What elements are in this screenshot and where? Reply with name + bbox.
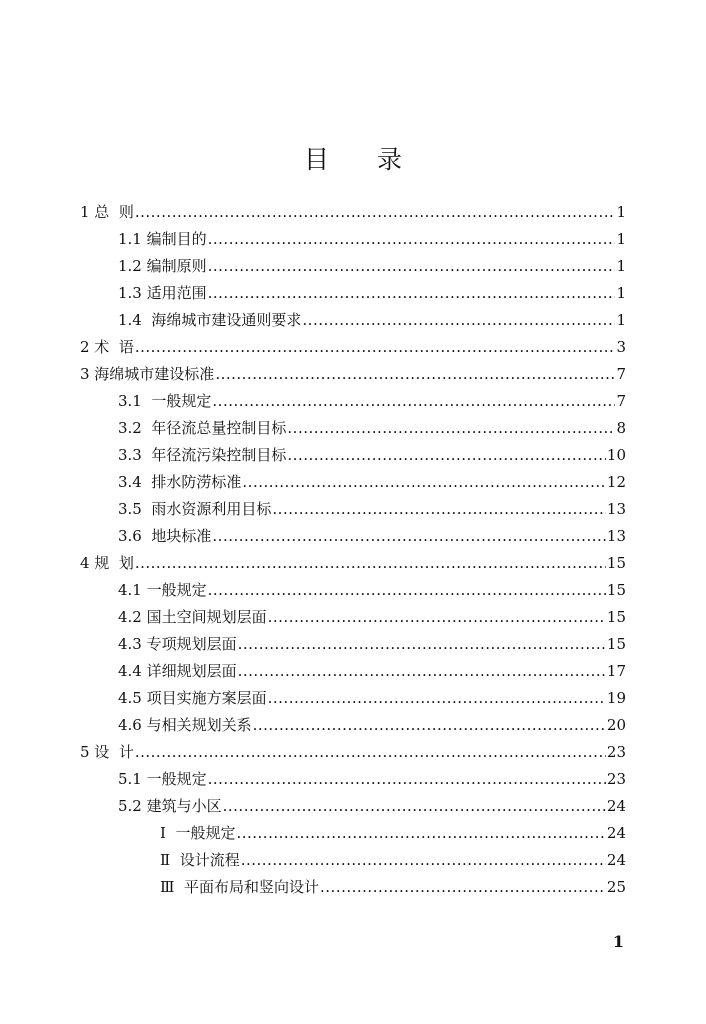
toc-entry-page: 20 — [606, 716, 626, 734]
toc-entry-label: 3.6 地块标准 — [118, 527, 212, 545]
toc-entry-page: 15 — [606, 608, 626, 626]
toc-entry-page: 13 — [606, 527, 626, 545]
toc-entry-page: 7 — [616, 365, 626, 383]
toc-entry-page: 1 — [616, 311, 626, 329]
toc-entry-4-2[interactable] — [118, 600, 626, 627]
toc-entry-chapter-5[interactable] — [80, 735, 626, 762]
toc-entry-label: 4.3 专项规划层面 — [118, 635, 237, 653]
toc-entry-4-5[interactable] — [118, 681, 626, 708]
toc-entry-label: 3.2 年径流总量控制目标 — [118, 419, 287, 437]
toc-entry-label: 1.1 编制目的 — [118, 230, 207, 248]
toc-entry-page: 1 — [616, 284, 626, 302]
toc-entry-1-3[interactable] — [118, 276, 626, 303]
toc-entry-1-2[interactable] — [118, 249, 626, 276]
toc-entry-label: 1.3 适用范围 — [118, 284, 207, 302]
toc-entry-label: 3.4 排水防涝标准 — [118, 473, 242, 491]
toc-entry-page: 12 — [606, 473, 626, 491]
toc-entry-page: 10 — [606, 446, 626, 464]
toc-entry-label: 5.1 一般规定 — [118, 770, 207, 788]
toc-entry-page: 7 — [616, 392, 626, 410]
toc-entry-page: 24 — [606, 851, 626, 869]
toc-entry-label: 4.5 项目实施方案层面 — [118, 689, 267, 707]
toc-entry-page: 24 — [606, 797, 626, 815]
toc-entry-label: 5 设 计 — [80, 743, 134, 761]
toc-entry-3-1[interactable] — [118, 384, 626, 411]
toc-entry-4-6[interactable] — [118, 708, 626, 735]
toc-entry-page: 23 — [606, 743, 626, 761]
page-title: 目 录 — [304, 145, 422, 174]
toc-entry-page: 25 — [606, 878, 626, 896]
toc-entry-label: 3.5 雨水资源利用目标 — [118, 500, 272, 518]
toc-entry-1-4[interactable] — [118, 303, 626, 330]
toc-entry-label: 5.2 建筑与小区 — [118, 797, 222, 815]
toc-entry-chapter-3[interactable] — [80, 357, 626, 384]
toc-entry-chapter-1[interactable] — [80, 195, 626, 222]
toc-entry-5-2-i[interactable] — [160, 816, 626, 843]
toc-entry-chapter-2[interactable] — [80, 330, 626, 357]
toc-entry-page: 15 — [606, 581, 626, 599]
toc-entry-page: 24 — [606, 824, 626, 842]
toc-entry-label: 1.2 编制原则 — [118, 257, 207, 275]
toc-entry-chapter-4[interactable] — [80, 546, 626, 573]
toc-entry-label: 4.1 一般规定 — [118, 581, 207, 599]
toc-entry-label: Ⅱ 设计流程 — [160, 851, 240, 869]
toc-entry-4-3[interactable] — [118, 627, 626, 654]
toc-entry-label: 1 总 则 — [80, 203, 134, 221]
toc-entry-label: 4.6 与相关规划关系 — [118, 716, 252, 734]
toc-entry-4-4[interactable] — [118, 654, 626, 681]
toc-entry-page: 15 — [606, 635, 626, 653]
toc-entry-3-2[interactable] — [118, 411, 626, 438]
toc-entry-3-5[interactable] — [118, 492, 626, 519]
toc-entry-page: 1 — [616, 257, 626, 275]
toc-entry-page: 19 — [606, 689, 626, 707]
toc-entry-label: Ⅰ 一般规定 — [160, 824, 236, 842]
toc-entry-3-4[interactable] — [118, 465, 626, 492]
toc-entry-page: 1 — [616, 203, 626, 221]
toc-entry-3-6[interactable] — [118, 519, 626, 546]
toc-entry-5-2-ii[interactable] — [160, 843, 626, 870]
toc-entry-label: 4 规 划 — [80, 554, 134, 572]
toc-entry-5-2[interactable] — [118, 789, 626, 816]
toc-entry-label: 3 海绵城市建设标准 — [80, 365, 215, 383]
footer-page-number: 1 — [612, 932, 624, 951]
toc-entry-label: 1.4 海绵城市建设通则要求 — [118, 311, 302, 329]
toc-entry-5-2-iii[interactable] — [160, 870, 626, 897]
toc-entry-label: 3.1 一般规定 — [118, 392, 212, 410]
toc-entry-label: Ⅲ 平面布局和竖向设计 — [160, 878, 320, 896]
toc-entry-label: 2 术 语 — [80, 338, 134, 356]
toc-entry-page: 15 — [606, 554, 626, 572]
toc-entry-page: 1 — [616, 230, 626, 248]
toc-entry-page: 23 — [606, 770, 626, 788]
toc-entry-1-1[interactable] — [118, 222, 626, 249]
toc-entry-page: 13 — [606, 500, 626, 518]
toc-entry-page: 3 — [616, 338, 626, 356]
toc-entry-page: 17 — [606, 662, 626, 680]
toc-entry-label: 3.3 年径流污染控制目标 — [118, 446, 287, 464]
toc-entry-label: 4.4 详细规划层面 — [118, 662, 237, 680]
toc-entry-5-1[interactable] — [118, 762, 626, 789]
toc-entry-4-1[interactable] — [118, 573, 626, 600]
toc-entry-label: 4.2 国土空间规划层面 — [118, 608, 267, 626]
toc-entry-page: 8 — [616, 419, 626, 437]
toc-entry-3-3[interactable] — [118, 438, 626, 465]
